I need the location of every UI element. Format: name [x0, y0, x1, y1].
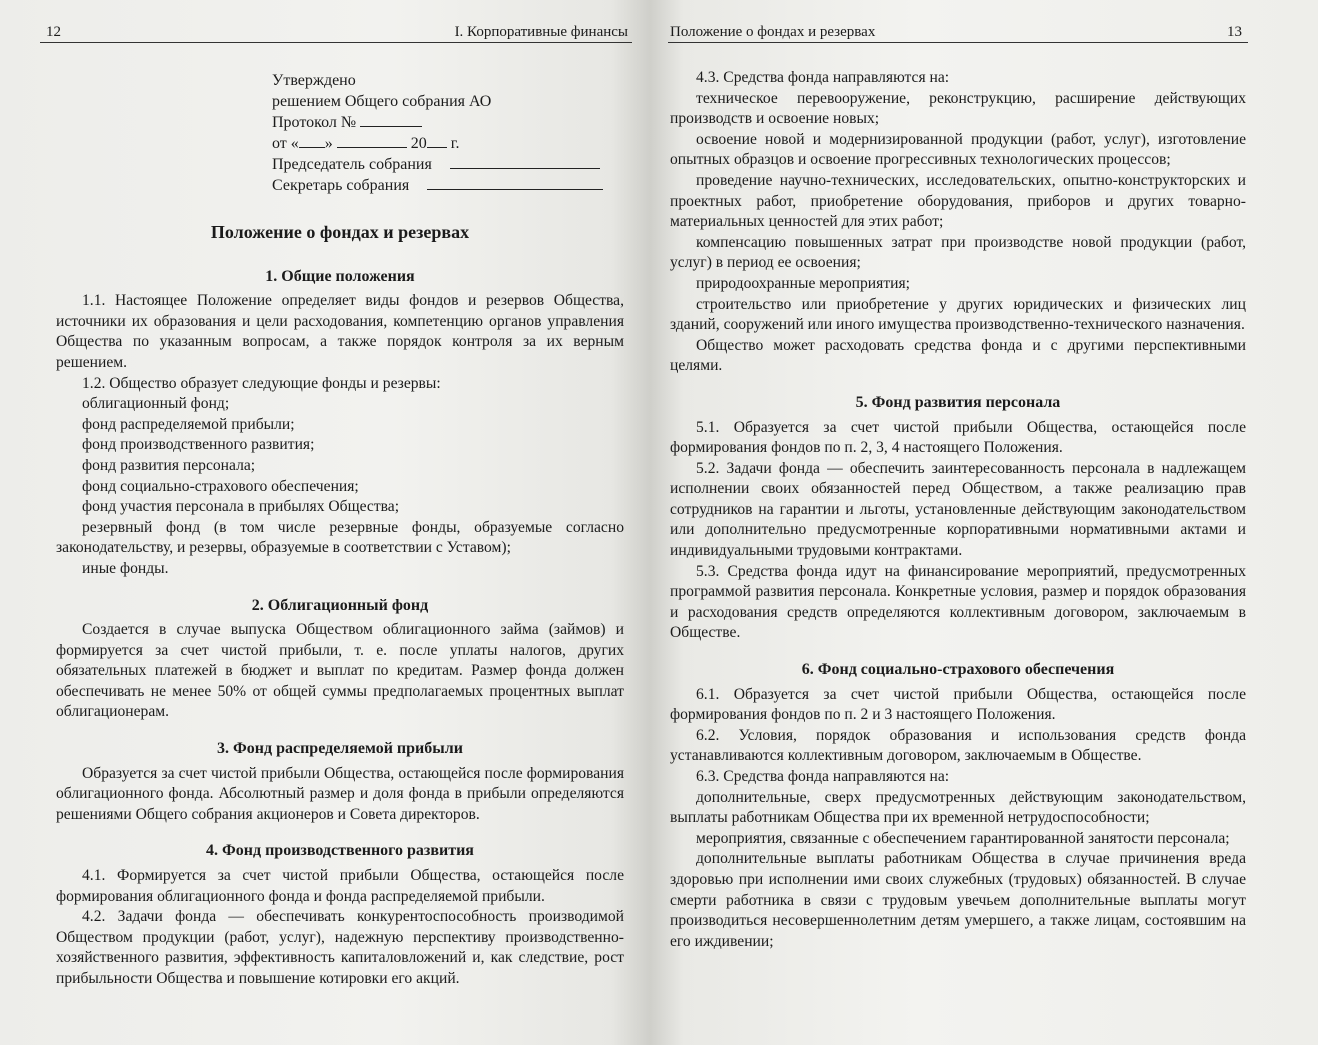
header-rule-right [668, 42, 1248, 43]
approval-line-2: решением Общего собрания АО [272, 93, 492, 110]
list-item: мероприятия, связанные с обеспечением гарантированной занятости персонала; [696, 829, 1230, 847]
header-rule-left [40, 42, 632, 43]
paragraph-5-1: 5.1. Образуется за счет чистой прибыли Общества, остающейся после формирования фондов по п. 2, 3, 4 настоящего Положения. [670, 418, 1246, 457]
section-5-heading: 5. Фонд развития персонала [855, 393, 1061, 411]
section-3-heading: 3. Фонд распределяемой прибыли [217, 740, 463, 758]
secretary-label: Секретарь собрания [272, 177, 410, 194]
paragraph-6-1: 6.1. Образуется за счет чистой прибыли Общества, остающейся после формирования фондов по п. 2 и 3 настоящего Положения. [670, 685, 1246, 724]
fund-list-item: фонд социально-страхового обеспечения; [82, 477, 359, 495]
approval-protocol [272, 112, 632, 133]
fund-list-item: фонд развития персонала; [82, 456, 256, 474]
fund-list-item: иные фонды. [82, 559, 169, 577]
paragraph-5-2: 5.2. Задачи фонда — обеспечить заинтересованность персонала в надлежащем исполнении своих обязанностей перед Обществом, а также реализацию прав сотрудников на гарантии и льготы, установленные действующим законодательством или дополнительно предусмотренные корпоративными нормативными актами и индивидуальными трудовыми контрактами. [670, 459, 1246, 560]
running-title-right: Положение о фондах и резервах [670, 24, 876, 40]
section-2-text: Создается в случае выпуска Обществом облигационного займа (займов) и формируется за счет чистой прибыли, т. е. после уплаты налогов, других обязательных платежей в бюджет и выплат по кредитам. Размер фонда должен обеспечивать не менее 50% от общей суммы предполагаемых процентных выплат облигационерам. [56, 621, 624, 721]
list-item: проведение научно-технических, исследовательских, опытно-конструкторских и проектных работ, приобретение оборудования, приборов и других товарно-материальных ценностей для этих работ; [670, 171, 1246, 231]
protocol-label: Протокол № [272, 114, 357, 131]
paragraph-4-2: 4.2. Задачи фонда — обеспечивать конкурентоспособность производимой Обществом продукции (работ, услуг), надежную перспективу производственно-хозяйственного развития, эффективность капиталовложений и, как следствие, рост прибыльности Общества и повышение котировки его акций. [56, 908, 624, 987]
left-page [0, 0, 650, 1045]
approval-chairman [272, 154, 632, 175]
paragraph-4-1: 4.1. Формируется за счет чистой прибыли Общества, остающейся после формирования облигационного фонда и фонда распределяемой прибыли. [56, 867, 624, 905]
list-item: дополнительные, сверх предусмотренных действующим законодательством, выплаты работникам Общества при их временной нетрудоспособности; [670, 788, 1246, 827]
approval-secretary [272, 175, 632, 196]
paragraph-1-1: 1.1. Настоящее Положение определяет виды фондов и резервов Общества, источники их образования и цели расходования, компетенцию органов управления Общества по указанным вопросам, а также порядок контроля за их верным решением. [56, 292, 624, 371]
list-item: дополнительные выплаты работникам Общества в случае причинения вреда здоровью при исполнении ими своих служебных (трудовых) обязанностей. В случае смерти работника в связи с трудовым увечьем дополнительные выплаты могут производиться несовершеннолетним детям умершего, а также лицам, состоявшим на его иждивении; [670, 850, 1246, 950]
paragraph-4-3: 4.3. Средства фонда направляются на: [696, 69, 950, 86]
fund-list-item: фонд производственного развития; [82, 436, 315, 454]
approval-date [272, 133, 632, 154]
section-3-text: Образуется за счет чистой прибыли Общества, остающейся после формирования облигационного фонда. Абсолютный размер и доля фонда в прибыли определяются решениями Общего собрания акционеров и Совета директоров. [56, 764, 624, 823]
page-number-left: 12 [46, 24, 61, 40]
date-mid: » [324, 135, 333, 152]
list-item: компенсацию повышенных затрат при производстве новой продукции (работ, услуг) в период ее освоения; [670, 233, 1246, 272]
fund-list-item: облигационный фонд; [82, 395, 230, 413]
right-page-content [670, 68, 1246, 952]
section-6-heading: 6. Фонд социально-страхового обеспечения [801, 661, 1115, 679]
date-year: 20 [410, 135, 427, 152]
paragraph-6-2: 6.2. Условия, порядок образования и использования средств фонда устанавливаются коллективным договором, заключаемым в Обществе. [670, 726, 1246, 765]
page-number-right: 13 [1227, 24, 1242, 40]
date-from: от « [272, 135, 299, 152]
chairman-label: Председатель собрания [272, 156, 432, 173]
right-page [650, 0, 1318, 1045]
date-suffix: г. [450, 135, 460, 152]
document-title: Положение о фондах и резервах [210, 222, 470, 242]
list-item: строительство или приобретение у других юридических и физических лиц зданий, сооружений или иного имущества производственно-технического назначения. [670, 295, 1246, 334]
paragraph-1-2: 1.2. Общество образует следующие фонды и резервы: [82, 374, 441, 392]
list-item: техническое перевооружение, реконструкцию, расширение действующих производств и освоение новых; [670, 89, 1246, 128]
secretary-blank [427, 175, 603, 190]
list-item: природоохранные мероприятия; [696, 274, 910, 292]
left-page-content [56, 70, 624, 990]
paragraph-5-3: 5.3. Средства фонда идут на финансирование мероприятий, предусмотренных программой развития персонала. Конкретные условия, размер и порядок образования и расходования средств определяются коллективным договором, заключаемым в Обществе. [670, 562, 1246, 642]
approval-line-1: Утверждено [272, 72, 356, 89]
chairman-blank [450, 154, 600, 169]
year-blank [427, 133, 447, 148]
list-item: освоение новой и модернизированной продукции (работ, услуг), изготовление опытных образцов и освоение прогрессивных технологических процессов; [670, 130, 1246, 169]
fund-list-item: резервный фонд (в том числе резервные фонды, образуемые согласно законодательству, и резервы, образуемые в соответствии с Уставом); [56, 518, 624, 557]
day-blank [299, 133, 325, 148]
section-2-heading: 2. Облигационный фонд [251, 596, 429, 614]
running-title-left: I. Корпоративные финансы [454, 24, 628, 40]
list-item: Общество может расходовать средства фонда и с другими перспективными целями. [670, 336, 1246, 375]
fund-list-item: фонд участия персонала в прибылях Общества; [82, 498, 400, 516]
fund-list-item: фонд распределяемой прибыли; [82, 415, 295, 433]
protocol-blank [360, 112, 422, 127]
month-blank [337, 133, 407, 148]
paragraph-6-3: 6.3. Средства фонда направляются на: [696, 768, 950, 785]
approval-block [272, 70, 632, 196]
section-4-heading: 4. Фонд производственного развития [206, 842, 474, 860]
section-1-heading: 1. Общие положения [265, 267, 415, 285]
